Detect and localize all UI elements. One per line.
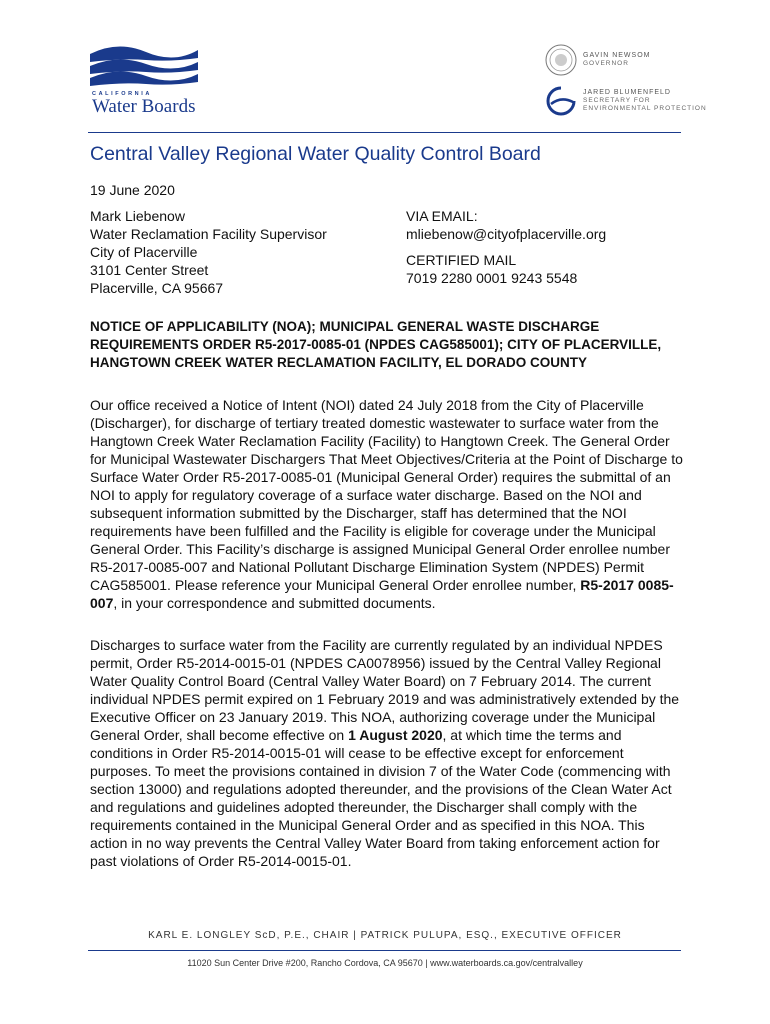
certified-mail-label: CERTIFIED MAIL xyxy=(406,252,517,268)
footer-address: 11020 Sun Center Drive #200, Rancho Cordova, CA 95670 | www.waterboards.ca.gov/centralvalley xyxy=(187,958,583,968)
paragraph-1-text: Our office received a Notice of Intent (NOI) dated 24 July 2018 from the City of Placerville (Discharger), for discharge of tertiary treated domestic wastewater to surface water from the Hangtown Creek Water Reclamation Facility (Facility) to Hangtown Creek. The General Order for Municipal Wastewater Dischargers That Meet Objectives/Criteria at the Point of Discharge to Surface Water Order R5-2017-0085-01 (Municipal General Order) requires the submittal of an NOI to apply for regulatory coverage of a surface water discharge. Based on the NOI and subsequent information submitted by the Discharger, staff has determined that the NOI requirements have been fulfilled and the Facility is eligible for coverage under the Municipal General Order. This Facility’s discharge is assigned Municipal General Order enrollee number R5-2017-0085-007 and National Pollutant Discharge Elimination System (NPDES) Permit CAG585001. Please reference your Municipal General Order enrollee number, xyxy=(90,397,683,593)
calepa-logo-icon xyxy=(545,86,577,116)
body-paragraph-1 xyxy=(90,396,685,612)
recipient-street: 3101 Center Street xyxy=(90,262,209,278)
recipient-address xyxy=(90,207,327,297)
effective-date: 1 August 2020 xyxy=(348,727,443,743)
secretary-name: JARED BLUMENFELD xyxy=(583,89,671,96)
governor-text xyxy=(583,52,650,68)
secretary-text xyxy=(583,89,707,113)
secretary-row xyxy=(545,86,707,116)
logo-name: Water Boards xyxy=(92,96,196,117)
subject-line: NOTICE OF APPLICABILITY (NOA); MUNICIPAL GENERAL WASTE DISCHARGE REQUIREMENTS ORDER R5-2017-0085-01 (NPDES CAG585001); CITY OF PLACERVILLE, HANGTOWN CREEK WATER RECLAMATION FACILITY, EL DORADO COUNTY xyxy=(90,319,662,370)
secretary-title-line2: ENVIRONMENTAL PROTECTION xyxy=(583,105,707,112)
officials-block xyxy=(545,44,707,116)
logo-state-label: CALIFORNIA xyxy=(92,91,152,97)
recipient-org: City of Placerville xyxy=(90,244,198,260)
header-divider xyxy=(88,132,681,133)
secretary-title-line1: SECRETARY FOR xyxy=(583,97,651,104)
body-paragraph-2 xyxy=(90,636,685,870)
water-waves-icon xyxy=(88,44,200,88)
recipient-city: Placerville, CA 95667 xyxy=(90,280,224,296)
certified-mail-number: 7019 2280 0001 9243 5548 xyxy=(406,270,578,286)
recipient-name: Mark Liebenow xyxy=(90,208,185,224)
delivery-method xyxy=(406,207,606,287)
recipient-title: Water Reclamation Facility Supervisor xyxy=(90,226,327,242)
footer-divider xyxy=(88,950,681,951)
water-boards-logo xyxy=(88,44,213,117)
enrollee-number: R5-2017 0085-007 xyxy=(90,577,674,611)
paragraph-2-text: Discharges to surface water from the Facility are currently regulated by an individual NPDES permit, Order R5-2014-0015-01 (NPDES CA0078956) issued by the Central Valley Regional Water Quality Control Board (Central Valley Water Board) on 7 February 2014. The current individual NPDES permit expired on 1 February 2019 and was administratively extended by the Executive Officer on 23 January 2019. This NOA, authorizing coverage under the Municipal General Order, shall become effective on xyxy=(90,637,680,743)
paragraph-1-tail: , in your correspondence and submitted documents. xyxy=(113,595,436,611)
state-seal-icon xyxy=(545,44,577,76)
governor-row xyxy=(545,44,707,76)
board-title: Central Valley Regional Water Quality Control Board xyxy=(90,143,541,165)
via-email-label: VIA EMAIL: xyxy=(406,208,478,224)
paragraph-2-tail: , at which time the terms and conditions in Order R5-2014-0015-01 will cease to be effective except for enforcement purposes. To meet the provisions contained in division 7 of the Water Code (commencing with section 13000) and regulations adopted thereunder, and the provisions of the Clean Water Act and regulations and guidelines adopted thereunder, the Discharger shall comply with the requirements contained in the Municipal General Order and as specified in this NOA. This action in no way prevents the Central Valley Water Board from taking enforcement action for past violations of Order R5-2014-0015-01. xyxy=(90,727,672,869)
recipient-email: mliebenow@cityofplacerville.org xyxy=(406,226,607,242)
letter-date: 19 June 2020 xyxy=(90,182,175,198)
governor-title: GOVERNOR xyxy=(583,60,629,67)
footer-officers: KARL E. LONGLEY ScD, P.E., CHAIR | PATRICK PULUPA, ESQ., EXECUTIVE OFFICER xyxy=(148,930,622,941)
governor-name: GAVIN NEWSOM xyxy=(583,52,651,59)
